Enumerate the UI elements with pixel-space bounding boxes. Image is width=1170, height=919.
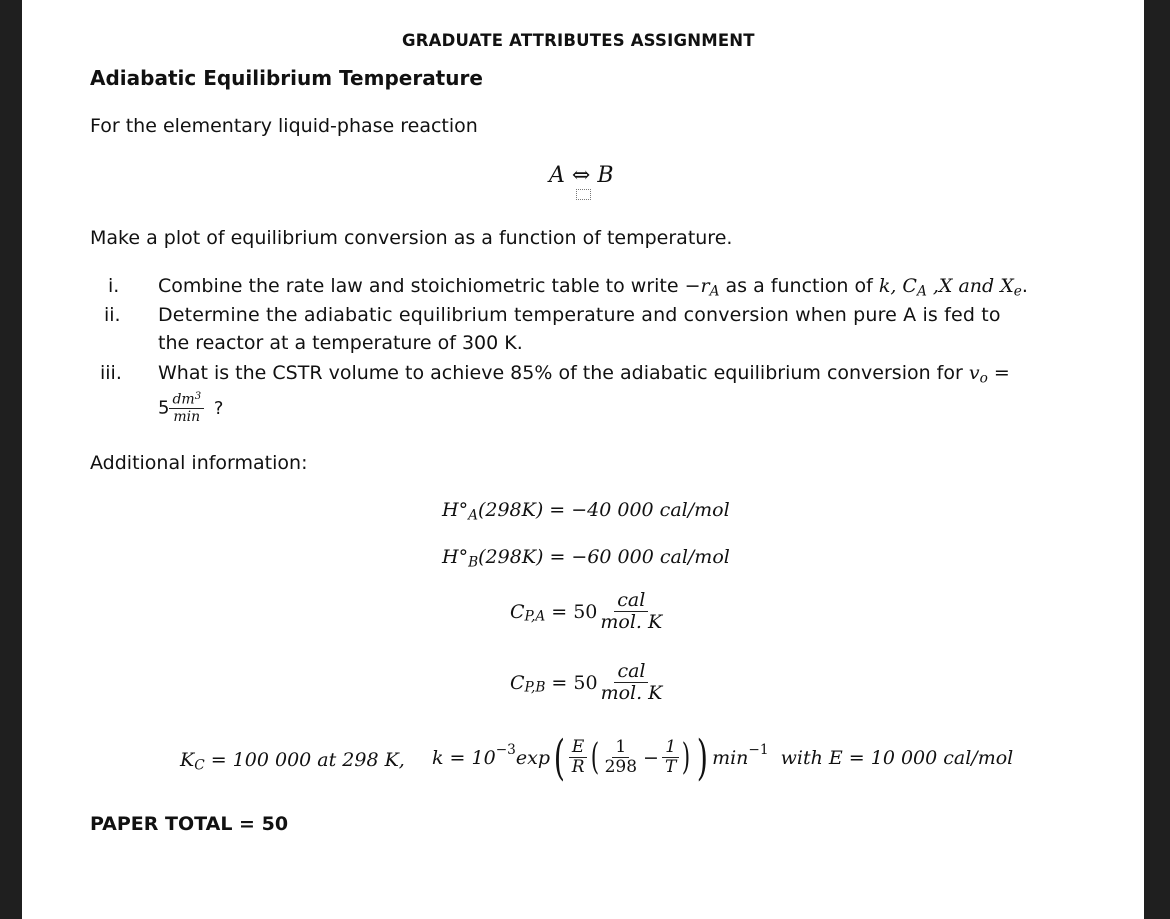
rate-symbol: $-r_A$ [684,275,720,300]
rate-variables: k, $C_A$ ,X and $X_e$ [878,275,1022,300]
paper-total: PAPER TOTAL = 50 [90,813,289,835]
document-title: GRADUATE ATTRIBUTES ASSIGNMENT [402,31,755,50]
velocity-symbol: $v_o$ [968,362,988,387]
reaction-equation [549,163,614,188]
list-marker: ii. [104,304,121,326]
heat-capacity-a-equation: $C_{P,A} = 50$ $\frac{\text{cal}}{\text{mol. K}}$ [510,589,663,633]
flow-rate-unit: $\frac{dm^3}{\min}$ [169,391,204,425]
intro-text: For the elementary liquid-phase reaction [90,115,478,137]
document-page [22,0,1144,919]
list-marker: i. [108,275,120,297]
additional-info-label: Additional information: [90,452,308,474]
plot-instruction: Make a plot of equilibrium conversion as a function of temperature. [90,227,733,249]
equilibrium-constant-equation: $K_C = 100$ 000 at 298 K, [180,749,405,774]
placeholder-box [576,189,591,200]
list-item-continuation: the reactor at a temperature of 300 K. [158,332,523,354]
list-item: What is the CSTR volume to achieve 85% of the adiabatic equilibrium conversion for $v_o$ = [158,362,1010,387]
heat-capacity-b-equation: $C_{P,B} = 50$ $\frac{\text{cal}}{\text{mol. K}}$ [510,660,663,704]
rate-constant-equation: $k = 10^{-3}\exp$( $\frac{E}{R}$ ( $\frac{1}{298}$ − $\frac{1}{T}$ ) ) $\min^{-1}$ with E = 10 000 cal/mol [432,730,1014,786]
list-marker: iii. [100,362,122,384]
equilibrium-arrow: ⇔ [571,163,591,188]
list-item: Combine the rate law and stoichiometric table to write $-r_A$ as a function of k, $C_A$ ,X and $X_e$. [158,275,1028,300]
section-title: Adiabatic Equilibrium Temperature [90,66,483,90]
enthalpy-b-equation: $H^\circ_B(298K) = -60$ 000 cal/mol [442,546,730,571]
enthalpy-a-equation: $H^\circ_A(298K) = -40$ 000 cal/mol [442,499,730,524]
reactant: A [549,163,565,188]
product: B [597,163,614,188]
list-item: Determine the adiabatic equilibrium temperature and conversion when pure A is fed to [158,304,1001,326]
window-edge [1144,0,1170,919]
flow-rate-value: 5 $\frac{dm^3}{\min}$ ? [158,391,224,425]
